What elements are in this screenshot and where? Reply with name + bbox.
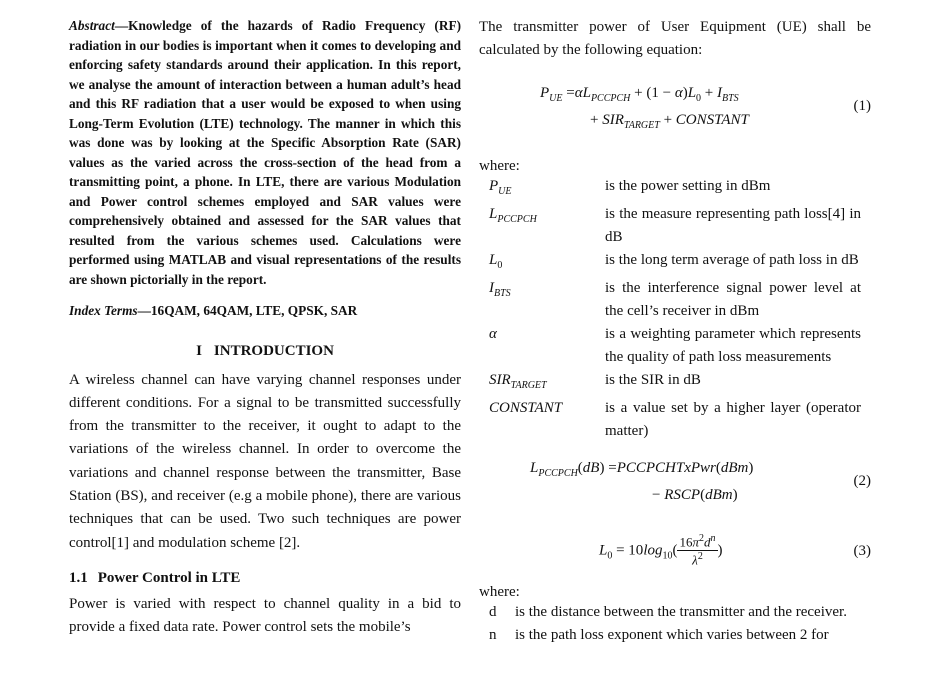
- index-terms-lead: Index Terms: [69, 303, 138, 318]
- variable-row: [489, 369, 871, 397]
- index-terms-dash: —: [137, 303, 151, 318]
- variable-description: is a weighting parameter which represents the quality of path loss measurements: [605, 325, 861, 365]
- variable-symbol: CONSTANT: [489, 399, 563, 416]
- equation-1-line-2: + $SIR_{TARGET}$ + CONSTANT: [590, 111, 749, 131]
- where-label-2: where:: [479, 583, 520, 600]
- variable-description: is the SIR in dB: [605, 371, 701, 388]
- section-title: INTRODUCTION: [213, 342, 334, 359]
- equation-1: [479, 81, 871, 157]
- equation-3-body: $L_0 = 10\log_{10}$( $\frac{16\pi^2d^n}{\lambda^2}$ ): [599, 532, 723, 568]
- variable-row: [489, 323, 871, 369]
- abstract-dash: —: [114, 18, 129, 33]
- equation-3-number: (3): [853, 542, 871, 559]
- where-label-1: where:: [479, 157, 520, 174]
- index-terms-text: 16QAM, 64QAM, LTE, QPSK, SAR: [150, 303, 358, 318]
- variable-row: [489, 397, 871, 443]
- index-terms: [69, 301, 461, 321]
- abstract: [69, 16, 461, 289]
- variable-definitions-1: [489, 175, 871, 443]
- variable-description: is the distance between the transmitter and the receiver.: [515, 603, 847, 620]
- abstract-lead: Abstract: [69, 18, 115, 33]
- variable-symbol: $I_{BTS}$: [489, 279, 511, 299]
- variable-symbol: d: [489, 603, 497, 620]
- equation-3: [479, 529, 871, 581]
- variable-description: is the interference signal power level at the cell’s receiver in dBm: [605, 279, 861, 319]
- right-column: [479, 16, 871, 647]
- variable-description: is the measure representing path loss[4] in dB: [605, 205, 861, 245]
- variable-symbol: $L_{PCCPCH}$: [489, 205, 537, 225]
- subsection-number: 1.1: [69, 569, 88, 586]
- ue-power-intro: The transmitter power of User Equipment (UE) shall be calculated by the following equation:: [479, 19, 871, 59]
- variable-row: [489, 624, 871, 647]
- variable-row: [489, 175, 871, 203]
- section-heading-introduction: [69, 343, 461, 360]
- power-control-paragraph: Power is varied with respect to channel quality in a bid to provide a fixed data rate. Power control sets the mobile’s: [69, 595, 461, 636]
- variable-row: [489, 203, 871, 249]
- variable-definitions-2: [489, 601, 871, 647]
- abstract-text: Knowledge of the hazards of Radio Frequency (RF) radiation in our bodies is important when it comes to developing and enforcing safety standards around their application. In this report, we analyse the amount of interaction between a human adult’s head and this RF radiation that a user would be exposed to when using Long-Term Evolution (LTE) technology. The manner in which this was done was by looking at the Specific Absorption Rate (SAR) values as the varied across the cross-section of the head from a transmitting point, a phone. In LTE, there are various Modulation and Power control schemes employed and SAR values were comprehensively obtained and assessed for the SAR values that resulted from the various schemes used. Calculations were performed using MATLAB and visual representations of the results are shown pictorially in the report.: [69, 18, 461, 287]
- equation-1-line-1: $P_{UE} =\alpha L_{PCCPCH} + (1 - \alpha)L_0 + I_{BTS}$: [540, 84, 739, 104]
- variable-description: is a value set by a higher layer (operator matter): [605, 399, 861, 439]
- variable-row: [489, 277, 871, 323]
- variable-description: is the power setting in dBm: [605, 177, 771, 194]
- equation-2-line-2: − RSCP(dBm): [652, 486, 738, 503]
- variable-row: [489, 249, 871, 277]
- variable-symbol: $L_0$: [489, 251, 503, 271]
- section-number: I: [196, 342, 202, 359]
- variable-symbol: α: [489, 325, 497, 342]
- subsection-title: Power Control in LTE: [97, 569, 241, 586]
- variable-symbol: $P_{UE}$: [489, 177, 512, 197]
- equation-2-number: (2): [853, 472, 871, 489]
- equation-2-line-1: $L_{PCCPCH}(dB)$ =PCCPCHTxPwr(dBm): [530, 459, 754, 479]
- introduction-paragraph: A wireless channel can have varying channel responses under different conditions. For a signal to be transmitted successfully from the transmitter to the receiver, it ought to adapt to the variations of the wireless channel. In order to overcome the variations and channel response between the transmitter, Base Station (BS), and receiver (e.g a mobile phone), there are various techniques that can be used. Two such techniques are power control[1] and modulation scheme [2].: [69, 371, 461, 551]
- variable-description: is the path loss exponent which varies between 2 for: [515, 626, 829, 643]
- equation-1-number: (1): [853, 97, 871, 114]
- variable-description: is the long term average of path loss in dB: [605, 251, 859, 268]
- variable-row: [489, 601, 871, 624]
- variable-symbol: n: [489, 626, 497, 643]
- variable-symbol: $SIR_{TARGET}$: [489, 371, 547, 391]
- equation-2: [479, 457, 871, 517]
- left-column: [69, 16, 461, 639]
- subsection-heading-power-control: [69, 570, 461, 587]
